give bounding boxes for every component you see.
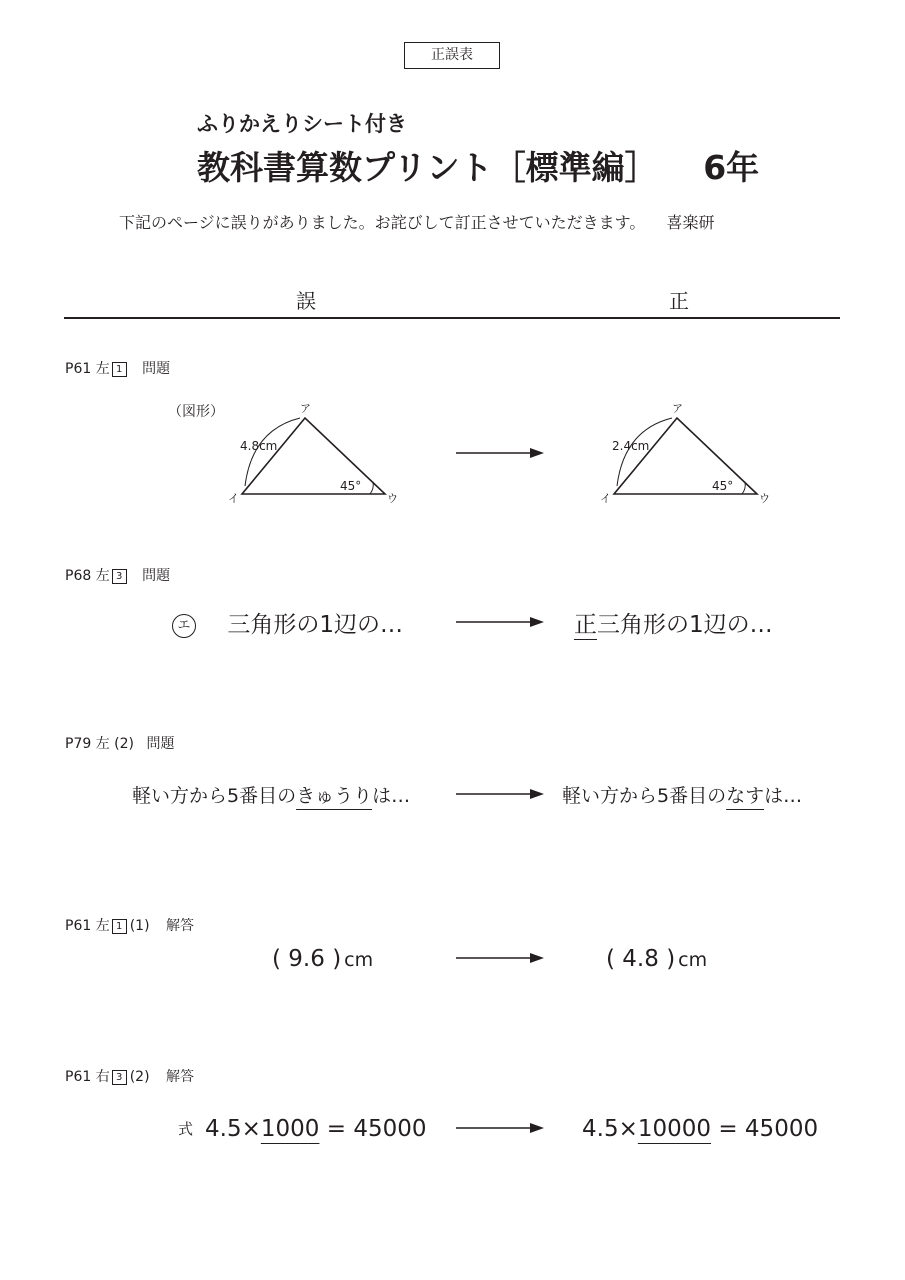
item-3-wrong: 軽い方から5番目のきゅうりは… (132, 785, 411, 807)
arrow-3 (456, 788, 546, 800)
angle-label: 45° (712, 479, 734, 493)
triangle-shape (614, 418, 757, 494)
box-number: 1 (112, 362, 127, 377)
item-4-wrong: ( 9.6 ) cm (272, 946, 374, 972)
item-4-reference: P61 左 1 (1) 解答 (65, 918, 195, 934)
arrow-5 (456, 1122, 546, 1134)
figure-label: （図形） (168, 404, 224, 420)
title-text: 教科書算数プリント［標準編］ (197, 148, 658, 187)
publisher: 喜楽研 (666, 213, 715, 232)
angle-arc (370, 482, 373, 494)
angle-arc (742, 482, 745, 494)
item-5-right: 4.5×10000 = 45000 (582, 1116, 819, 1142)
badge-label: 正誤表 (431, 47, 473, 63)
item-2-right: 正三角形の1辺の… (574, 612, 773, 638)
arrow-2 (456, 616, 546, 628)
notice-text: 下記のページに誤りがありました。お詫びして訂正させていただきます。 (119, 213, 646, 232)
column-heading-wrong: 誤 (296, 289, 316, 313)
item-1-reference: P61 左 1 問題 (65, 361, 171, 377)
item-5-wrong: 式 4.5×1000 = 45000 (178, 1116, 427, 1142)
angle-label: 45° (340, 479, 362, 493)
vertex-i: イ (600, 492, 611, 505)
triangle-wrong (220, 398, 400, 508)
item-2-wrong: エ 三角形の1辺の… (172, 606, 403, 639)
vertex-u: ウ (759, 492, 770, 505)
vertex-i: イ (228, 492, 239, 505)
vertex-a: ア (300, 402, 311, 415)
vertex-u: ウ (387, 492, 398, 505)
badge-box (404, 42, 500, 69)
item-5-reference: P61 右 3 (2) 解答 (65, 1069, 195, 1085)
page-title (197, 142, 759, 189)
length-label: 4.8cm (240, 439, 278, 453)
grade-text: 6年 (703, 148, 760, 187)
column-heading-right: 正 (669, 289, 689, 313)
length-label: 2.4cm (612, 439, 650, 453)
marker-e: エ (172, 614, 196, 638)
vertex-a: ア (672, 402, 683, 415)
subtitle: ふりかえりシート付き (197, 112, 407, 136)
box-number: 3 (112, 569, 127, 584)
item-3-right: 軽い方から5番目のなすは… (562, 785, 803, 807)
item-2-reference: P68 左 3 問題 (65, 568, 171, 584)
notice (119, 210, 715, 233)
triangle-shape (242, 418, 385, 494)
triangle-right (592, 398, 772, 508)
box-number: 3 (112, 1070, 127, 1085)
item-4-right: ( 4.8 ) cm (606, 946, 708, 972)
heading-divider (64, 317, 840, 319)
arrow-4 (456, 952, 546, 964)
box-number: 1 (112, 919, 127, 934)
arrow-1 (456, 447, 546, 459)
item-3-reference: P79 左 (2) 問題 (65, 736, 175, 752)
